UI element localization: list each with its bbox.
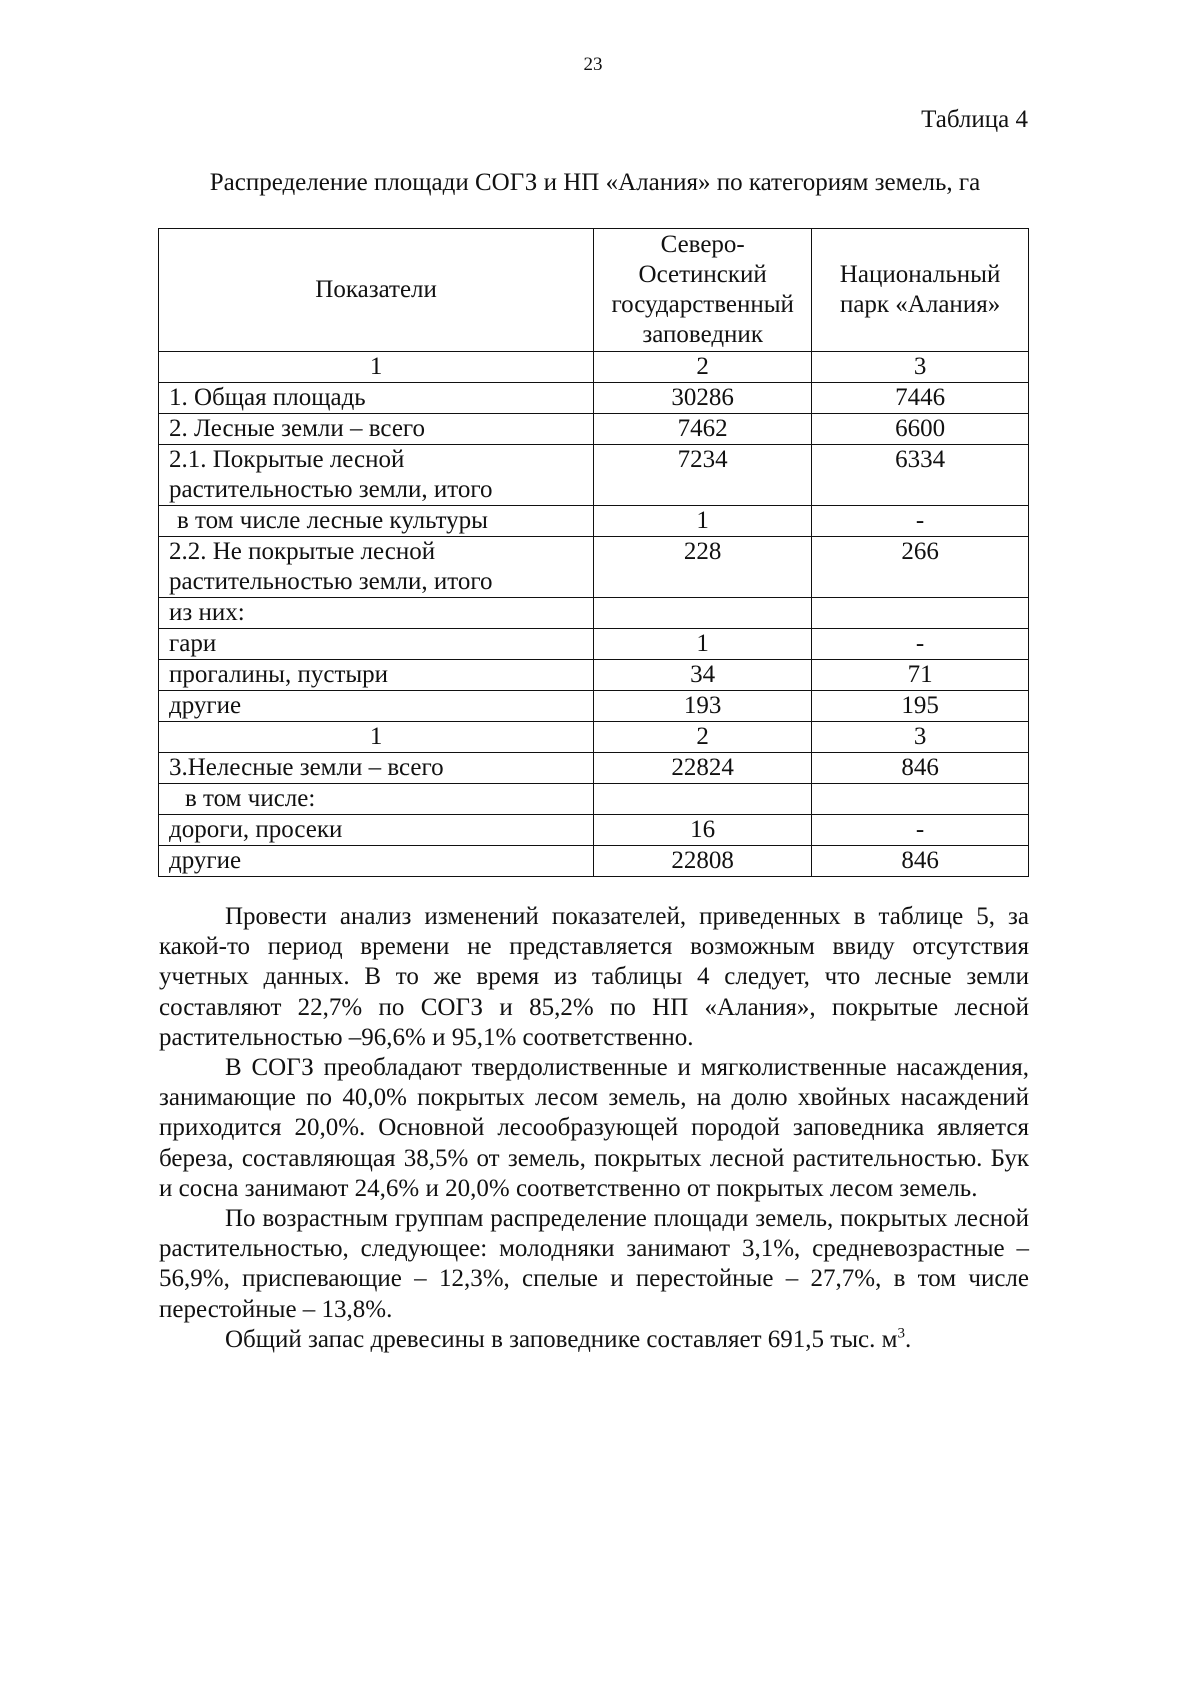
table-cell: 3 (812, 352, 1029, 383)
table-row (159, 691, 1029, 722)
row-label: дороги, просеки (159, 815, 594, 846)
table-cell: 2 (594, 722, 812, 753)
table-cell: 1 (159, 352, 594, 383)
row-label: из них: (159, 598, 594, 629)
table-cell: 7462 (594, 414, 812, 445)
paragraph: По возрастным группам распределение площади земель, покрытых лесной растительностью, следующее: молодняки занимают 3,1%, средневозрастные – 56,9%, приспевающие – 12,3%, спелые и перестойные – 27,7%, в том числе перестойные – 13,8%. (159, 1205, 1029, 1323)
header-national-park: Национальный парк «Алания» (812, 229, 1029, 352)
paragraph: Провести анализ изменений показателей, приведенных в таблице 5, за какой-то период времени не представляется возможным ввиду отсутствия учетных данных. В то же время из таблицы 4 следует, что лесные земли составляют 22,7% по СОГЗ и 85,2% по НП «Алания», покрытые лесной растительностью –96,6% и 95,1% соответственно. (159, 903, 1029, 1051)
table-index-row (159, 352, 1029, 383)
body-text (159, 902, 1029, 1355)
table-row (159, 815, 1029, 846)
table-cell: 7234 (594, 445, 812, 506)
row-label: другие (159, 846, 594, 877)
table-row (159, 506, 1029, 537)
table-cell (594, 784, 812, 815)
table-cell (594, 598, 812, 629)
header-indicators: Показатели (159, 229, 594, 352)
table-caption: Распределение площади СОГЗ и НП «Алания» по категориям земель, га (209, 169, 981, 196)
table-cell: 30286 (594, 383, 812, 414)
table-row (159, 445, 1029, 506)
row-label: 2. Лесные земли – всего (159, 414, 594, 445)
row-label: другие (159, 691, 594, 722)
table-row (159, 784, 1029, 815)
table-header-row (159, 229, 1029, 352)
land-categories-table (158, 228, 1029, 877)
table-cell: 22808 (594, 846, 812, 877)
table-row (159, 753, 1029, 784)
table-cell: 195 (812, 691, 1029, 722)
table-cell: 2 (594, 352, 812, 383)
table-cell: 34 (594, 660, 812, 691)
row-label: в том числе лесные культуры (159, 506, 594, 537)
table-index-row-repeat (159, 722, 1029, 753)
paragraph-text: Общий запас древесины в заповеднике составляет 691,5 тыс. м (225, 1325, 898, 1353)
table-row (159, 537, 1029, 598)
superscript: 3 (897, 1325, 905, 1342)
table-cell: 6334 (812, 445, 1029, 506)
table-cell: 22824 (594, 753, 812, 784)
table-cell: 846 (812, 753, 1029, 784)
paragraph: В СОГЗ преобладают твердолиственные и мягколиственные насаждения, занимающие по 40,0% покрытых лесом земель, на долю хвойных насаждений приходится 20,0%. Основной лесообразующей породой заповедника является береза, составляющая 38,5% от земель, покрытых лесной растительностью. Бук и сосна занимают 24,6% и 20,0% соответственно от покрытых лесом земель. (159, 1054, 1029, 1202)
row-label: прогалины, пустыри (159, 660, 594, 691)
table-cell: 266 (812, 537, 1029, 598)
table-cell: 1 (594, 629, 812, 660)
row-label: в том числе: (159, 784, 594, 815)
table-label: Таблица 4 (921, 106, 1028, 133)
table-row (159, 598, 1029, 629)
table-cell: 846 (812, 846, 1029, 877)
table-cell: - (812, 506, 1029, 537)
row-label: 2.2. Не покрытые лесной растительностью земли, итого (159, 537, 594, 598)
row-label: 1. Общая площадь (159, 383, 594, 414)
table-row (159, 629, 1029, 660)
table-row (159, 846, 1029, 877)
row-label: 3.Нелесные земли – всего (159, 753, 594, 784)
paragraph-end: . (904, 1325, 912, 1353)
table-row (159, 414, 1029, 445)
table-cell: 7446 (812, 383, 1029, 414)
table-cell: 228 (594, 537, 812, 598)
table-cell: 3 (812, 722, 1029, 753)
table-cell: 6600 (812, 414, 1029, 445)
table-row (159, 383, 1029, 414)
table-cell (812, 598, 1029, 629)
table-cell: 16 (594, 815, 812, 846)
table-cell: 1 (159, 722, 594, 753)
table-cell: 193 (594, 691, 812, 722)
row-label: 2.1. Покрытые лесной растительностью земли, итого (159, 445, 594, 506)
paragraph (159, 1325, 1029, 1355)
table-cell: 1 (594, 506, 812, 537)
table-row (159, 660, 1029, 691)
header-reserve: Северо-Осетинский государственный заповедник (594, 229, 812, 352)
table-cell (812, 784, 1029, 815)
page-number: 23 (583, 54, 603, 75)
table-cell: 71 (812, 660, 1029, 691)
row-label: гари (159, 629, 594, 660)
table-cell: - (812, 629, 1029, 660)
table-cell: - (812, 815, 1029, 846)
